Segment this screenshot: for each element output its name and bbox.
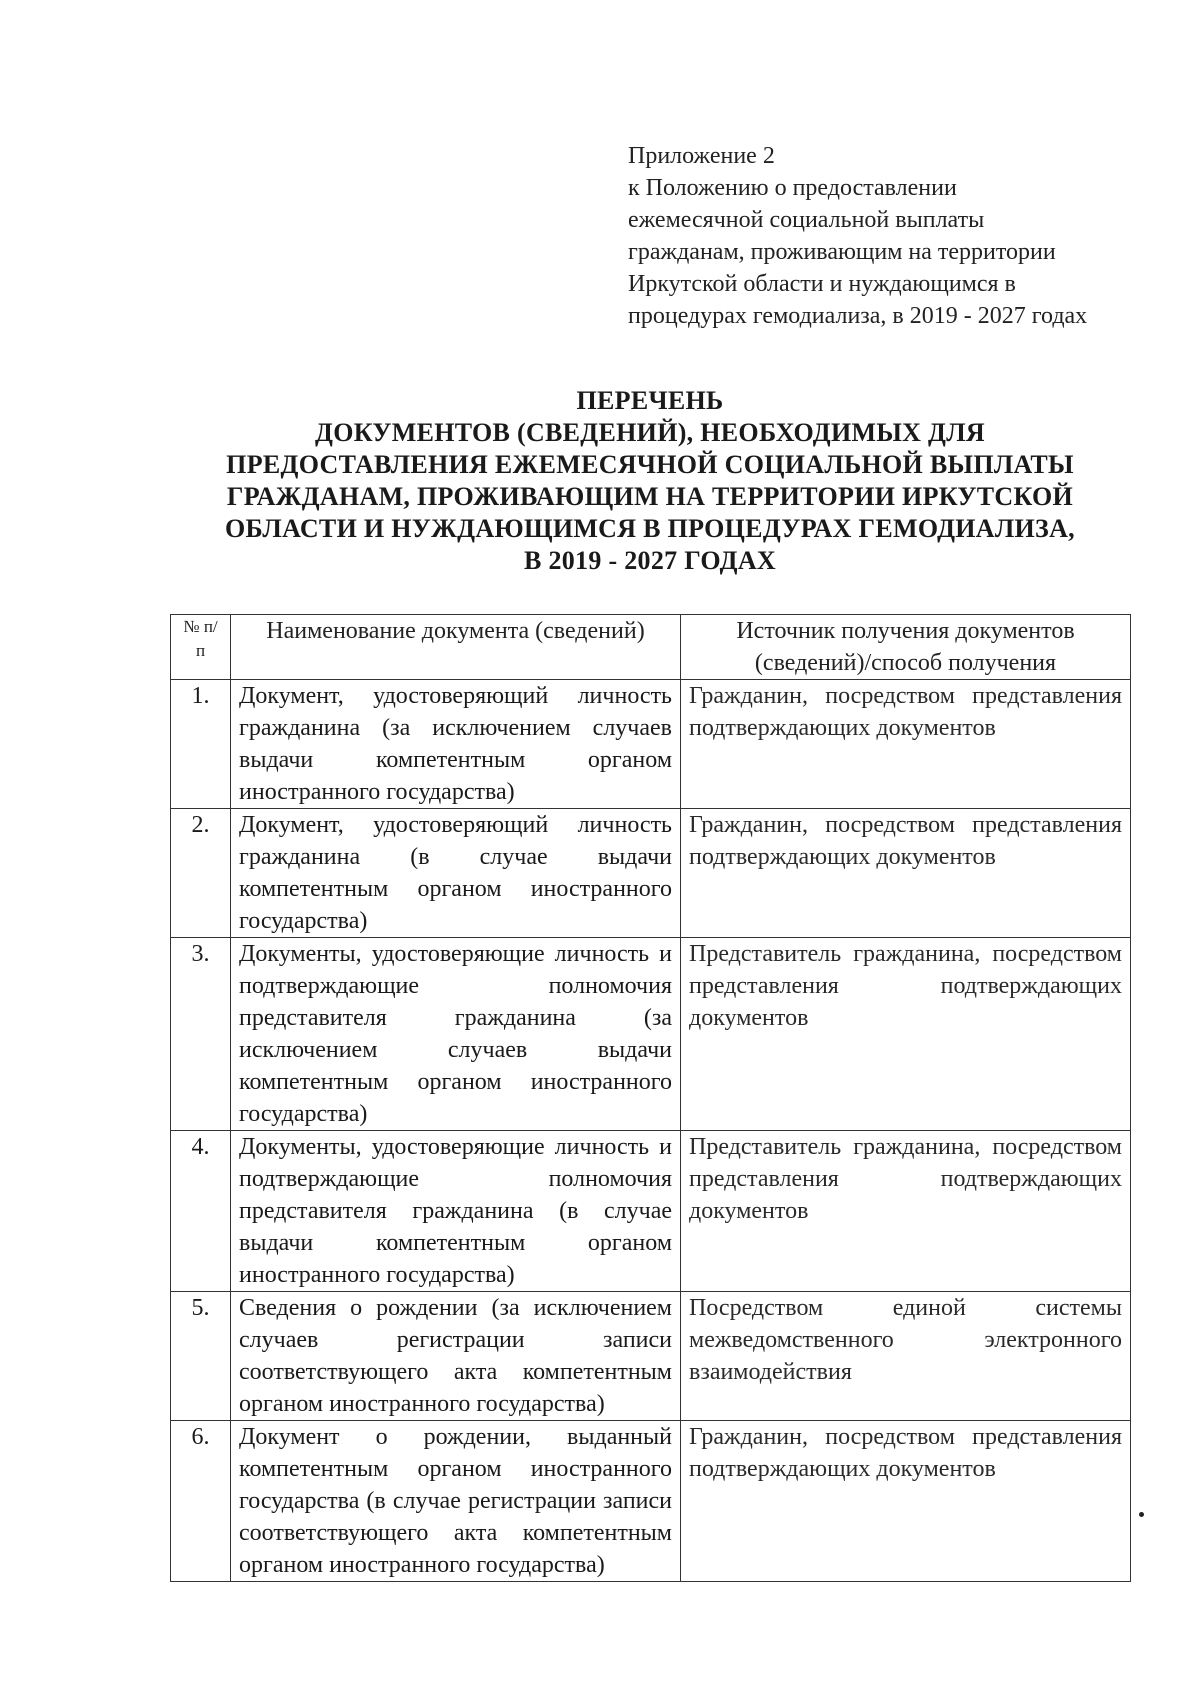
row-document-name: Документ, удостоверяющий личность гражданина (в случае выдачи компетентным органом иностранного государства) xyxy=(231,809,681,938)
table-row xyxy=(171,1131,1131,1292)
title-line: ПЕРЕЧЕНЬ xyxy=(576,386,724,415)
row-source: Посредством единой системы межведомственного электронного взаимодействия xyxy=(681,1292,1131,1421)
documents-table xyxy=(170,614,1131,1582)
scan-speck xyxy=(1139,1512,1144,1517)
row-number: 5. xyxy=(171,1292,231,1421)
title-line: В 2019 - 2027 ГОДАХ xyxy=(524,546,776,575)
header-source: Источник получения документов (сведений)/способ получения xyxy=(681,615,1131,680)
appendix-line: к Положению о предоставлении xyxy=(628,175,957,201)
title-line: ОБЛАСТИ И НУЖДАЮЩИМСЯ В ПРОЦЕДУРАХ ГЕМОДИАЛИЗА, xyxy=(225,514,1075,543)
appendix-header xyxy=(628,140,1188,332)
header-number: № п/п xyxy=(171,615,231,680)
appendix-line: Иркутской области и нуждающимся в xyxy=(628,271,1016,297)
table-row xyxy=(171,1421,1131,1582)
row-document-name: Документ о рождении, выданный компетентным органом иностранного государства (в случае регистрации записи соответствующего акта компетентным органом иностранного государства) xyxy=(231,1421,681,1582)
row-number: 1. xyxy=(171,680,231,809)
row-source: Гражданин, посредством представления подтверждающих документов xyxy=(681,809,1131,938)
appendix-line: Приложение 2 xyxy=(628,143,775,169)
table-row xyxy=(171,938,1131,1131)
row-source: Представитель гражданина, посредством представления подтверждающих документов xyxy=(681,1131,1131,1292)
row-number: 4. xyxy=(171,1131,231,1292)
table-row xyxy=(171,809,1131,938)
document-title xyxy=(200,385,1100,577)
row-source: Представитель гражданина, посредством представления подтверждающих документов xyxy=(681,938,1131,1131)
title-line: ПРЕДОСТАВЛЕНИЯ ЕЖЕМЕСЯЧНОЙ СОЦИАЛЬНОЙ ВЫПЛАТЫ xyxy=(226,450,1074,479)
row-document-name: Сведения о рождении (за исключением случаев регистрации записи соответствующего акта компетентным органом иностранного государства) xyxy=(231,1292,681,1421)
appendix-line: процедурах гемодиализа, в 2019 - 2027 годах xyxy=(628,303,1088,329)
appendix-line: гражданам, проживающим на территории xyxy=(628,239,1056,265)
table-header-row xyxy=(171,615,1131,680)
table-row xyxy=(171,1292,1131,1421)
row-source: Гражданин, посредством представления подтверждающих документов xyxy=(681,680,1131,809)
row-number: 3. xyxy=(171,938,231,1131)
table-row xyxy=(171,680,1131,809)
title-line: ГРАЖДАНАМ, ПРОЖИВАЮЩИМ НА ТЕРРИТОРИИ ИРКУТСКОЙ xyxy=(226,482,1074,511)
row-document-name: Документы, удостоверяющие личность и подтверждающие полномочия представителя гражданина (за исключением случаев выдачи компетентным органом иностранного государства) xyxy=(231,938,681,1131)
row-number: 2. xyxy=(171,809,231,938)
appendix-line: ежемесячной социальной выплаты xyxy=(628,207,985,233)
title-line: ДОКУМЕНТОВ (СВЕДЕНИЙ), НЕОБХОДИМЫХ ДЛЯ xyxy=(315,418,985,447)
row-number: 6. xyxy=(171,1421,231,1582)
row-source: Гражданин, посредством представления подтверждающих документов xyxy=(681,1421,1131,1582)
row-document-name: Документ, удостоверяющий личность гражданина (за исключением случаев выдачи компетентным органом иностранного государства) xyxy=(231,680,681,809)
row-document-name: Документы, удостоверяющие личность и подтверждающие полномочия представителя гражданина (в случае выдачи компетентным органом иностранного государства) xyxy=(231,1131,681,1292)
header-document-name: Наименование документа (сведений) xyxy=(231,615,681,680)
